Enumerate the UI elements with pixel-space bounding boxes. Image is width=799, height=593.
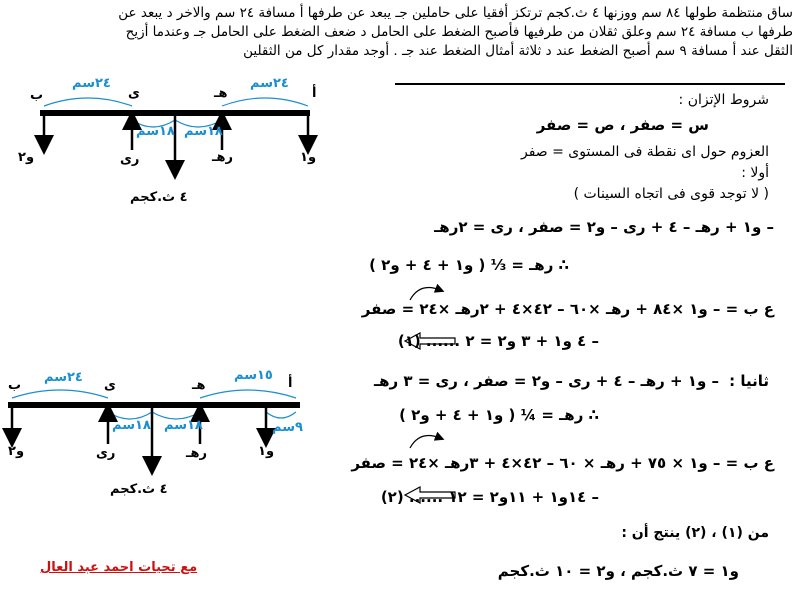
problem-line-1: ساق منتظمة طولها ٨٤ سم ووزنها ٤ ث.كجم ترتكز أفقيا على حاملين جـ يبعد عن طرفها أ مسافة ٢٤ سم والاخر د يبعد عن [118,5,793,21]
d2-dist-right: ١٥سم [234,368,273,383]
arc-right-1 [222,98,308,106]
rod-1 [40,110,310,116]
equation-5: – و١ + رهـ – ٤ + رى – و٢ = صفر ، رى = ٣ رهـ [373,372,719,390]
d2-reaction-c: رهـ [186,446,207,461]
equation-3: ع ب = – و١ ×٨٤ + رهـ ×٦٠ – ٤٢×٤ + ٢رهـ ×٢٤ = صفر [361,300,774,318]
d1-w2: و٢ [18,150,35,165]
d2-mid-right: ١٨سم [164,418,203,433]
diagram-2 [8,390,300,466]
equation-6: ∴ رهـ = ¼ ( و١ + ٤ + و٢ ) [399,406,599,424]
d1-mid-right: ١٨سم [184,124,223,139]
problem-line-2: طرفها ب مسافة ٢٤ سم وعلق ثقلان من طرفيها فأصبح الضغط على الحامل د ضعف الضغط على الحامل جـ وعندما أزيح [125,24,793,40]
d2-label-b: ب [8,378,22,393]
d1-label-d: ى [128,86,140,101]
conditions-title: شروط الإتزان : [678,92,769,108]
d1-dist-left: ٢٤سم [72,76,111,91]
d1-dist-right: ٢٤سم [250,76,289,91]
d2-label-c: هـ [192,378,206,393]
d2-w2: و٢ [8,444,25,459]
condition-2: العزوم حول اى نقطة فى المستوى = صفر [520,144,769,160]
d2-w1: و١ [258,444,275,459]
no-x-forces: ( لا توجد قوى فى اتجاه السينات ) [573,186,769,202]
equation-8: – ١٤و١ + ١١و٢ = ١٢ ...... (٢) [380,488,599,506]
arc-right-2 [200,390,296,398]
equation-7: ع ب = – و١ × ٧٥ + رهـ × ٦٠ – ٤٢×٤ + ٣رهـ ×٢٤ = صفر [351,454,774,472]
author-credit: مع تحيات احمد عبد العال [40,560,198,575]
d2-reaction-d: رى [96,446,116,461]
moment-arrow-2 [410,436,440,448]
d1-label-a: أ [312,86,317,101]
diagram-1 [40,98,310,170]
arc-left-2 [12,390,108,398]
d2-dist-left: ٢٤سم [44,370,83,385]
d1-w1: و١ [300,150,317,165]
d2-label-a: أ [288,376,293,391]
problem-line-3: الثقل عند أ مسافة ٩ سم أصبح الضغط عند د ثلاثة أمثال الضغط عند جـ . أوجد مقدار كل من الثقلين [243,43,793,59]
d1-weight: ٤ ث.كجم [130,190,188,205]
conclusion-intro: من (١) ، (٢) ينتج أن : [621,525,769,541]
d1-reaction-d: رى [120,152,140,167]
equation-2: ∴ رهـ = ⅓ ( و١ + ٤ + و٢ ) [369,256,569,274]
d1-reaction-c: رهـ [212,150,233,165]
condition-1: س = صفر ، ص = صفر [536,116,709,134]
second-case-title: ثانيا : [729,372,769,390]
equation-1: – و١ + رهـ – ٤ + رى – و٢ = صفر ، رى = ٢رهـ [434,218,774,236]
d1-label-c: هـ [214,86,228,101]
d2-shift: ٩سم [272,420,303,435]
d2-mid-left: ١٨سم [112,418,151,433]
first-case-title: أولا : [741,165,769,181]
d2-label-d: ى [104,378,116,393]
arc-shift-2 [266,412,296,418]
d1-label-b: ب [30,88,44,103]
final-result: و١ = ٧ ث.كجم ، و٢ = ١٠ ث.كجم [497,562,739,580]
arc-left-1 [44,98,132,106]
d2-weight: ٤ ث.كجم [110,482,168,497]
moment-arrow-1 [410,288,440,300]
d1-mid-left: ١٨سم [136,124,175,139]
equation-4: – ٤ و١ + ٣ و٢ = ٢ ...... (١) [397,332,599,350]
rod-2 [8,402,300,408]
